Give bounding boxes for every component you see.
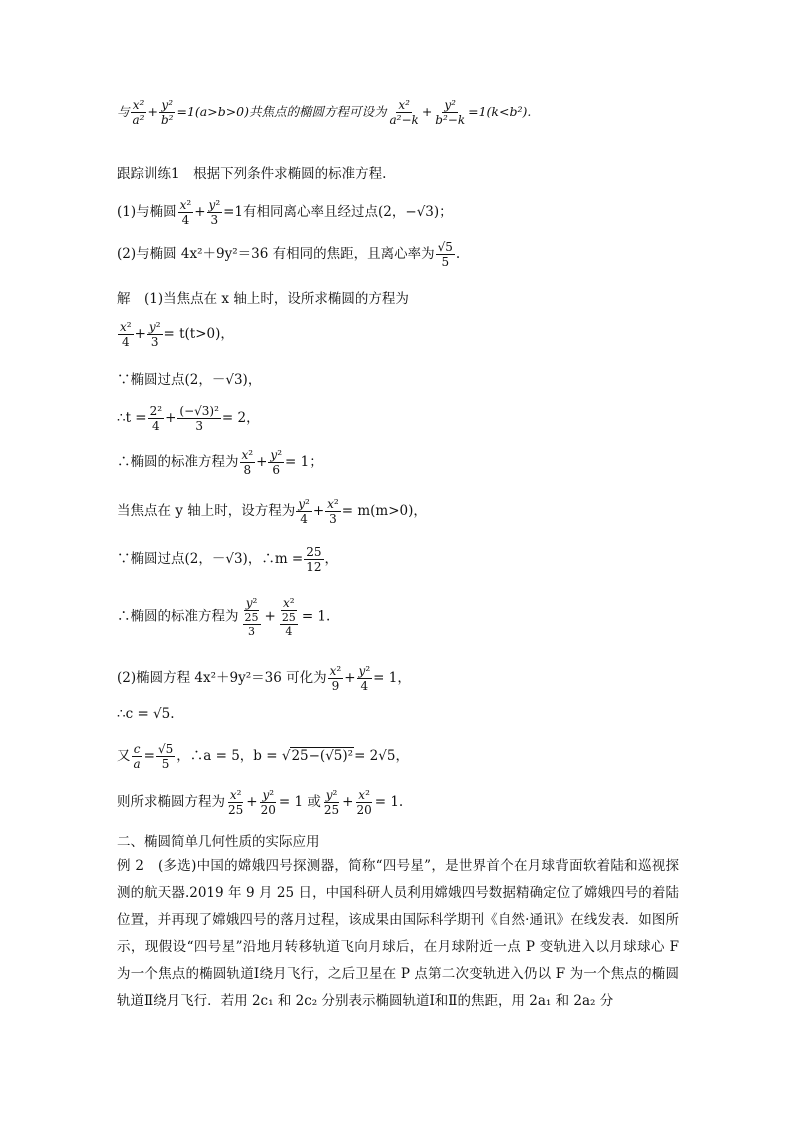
q2-sol-pre: (2)椭圆方程 4x²＋9y²＝36 可化为 [117,670,327,686]
result-line: 则所求椭圆方程为 $\frac{\text{x²}}{25}$ + $\frac{\text{y²}}{20}$ = 1 或 $\frac{\text{y²}}{25}$ + $\frac{\text{x²}}{20}$ = 1. [117,788,404,817]
fraction: $\frac{\text{x²}}{9}$ [329,664,342,693]
fraction: $\frac{\text{y²}}{3}$ [208,198,221,227]
fraction: $\frac{\text{2²}}{4}$ [149,404,163,433]
question-2 [117,240,460,269]
c-value: ∴c = √5. [117,706,175,722]
again-post: = 2√5， [354,748,409,764]
fraction: $\frac{√5}{5}$ [157,742,174,771]
m-calc-pre: ∵椭圆过点(2，－√3)，∴m = [117,551,304,567]
fraction: $\frac{\text{x²}}{\text{a²}}$ [132,98,145,127]
fraction: $\frac{\text{(−√3)²}}{3}$ [179,404,219,433]
fraction: $\frac{\text{x²}}{\text{a²−k}}$ [389,98,419,127]
sqrt-radicand: 25−(√5)² [291,748,354,764]
passes-point: ∵椭圆过点(2，－√3)， [117,372,262,388]
standard-equation-1: ∴椭圆的标准方程为 $\frac{\text{x²}}{8}$ + $\frac{\text{y²}}{6}$ = 1； [117,448,323,477]
fraction: $\frac{\text{y²}}{\frac{25}{3}}$ [244,596,259,638]
example-2-paragraph: 例 2 (多选)中国的嫦娥四号探测器，简称“四号星”，是世界首个在月球背面软着陆和巡视探测的航天器.2019 年 9 月 25 日，中国科研人员利用嫦娥四号数据精确定位了嫦娥四号的着陆位置，并再现了嫦娥四号的落月过程，该成果由国际科学期刊《自然·通讯》在线发表．如图所示，现假设“四号星”沿地月转移轨道飞向月球后，在月球附近一点 P 变轨进入以月球球心 F 为一个焦点的椭圆轨道Ⅰ绕月飞行，之后卫星在 P 点第二次变轨进入仍以 F 为一个焦点的椭圆轨道Ⅱ绕月飞行．若用 2c₁ 和 2c₂ 分别表示椭圆轨道Ⅰ和Ⅱ的焦距，用 2a₁ 和 2a₂ 分 [117,858,679,1009]
y-axis-case: 当焦点在 y 轴上时，设方程为 $\frac{\text{y²}}{4}$ + $\frac{\text{x²}}{3}$ = m(m>0)， [117,497,427,526]
fraction: $\frac{\text{y²}}{\text{b²}}$ [160,98,174,127]
std-eq1-pre: ∴椭圆的标准方程为 [117,454,239,470]
training-heading: 跟踪训练1 根据下列条件求椭圆的标准方程. [117,166,387,182]
fraction: $\frac{\text{x²}}{3}$ [327,497,339,526]
fraction: $\frac{\text{x²}}{20}$ [356,788,372,817]
m-calculation [117,545,338,574]
standard-equation-2: ∴椭圆的标准方程为 $\frac{\text{y²}}{\frac{25}{3}}$ + $\frac{\text{x²}}{\frac{25}{4}}$ = 1. [117,596,331,638]
fraction: $\frac{\text{y²}}{\text{b²−k}}$ [435,98,466,127]
fraction: $\frac{\text{x²}}{\frac{25}{4}}$ [281,596,296,638]
question-2-pre: (2)与椭圆 4x²＋9y²＝36 有相同的焦距，且离心率为 [117,246,435,262]
std-eq2-post: = 1. [301,608,331,625]
y-axis-post: = m(m>0)， [341,503,427,519]
question-2-solution: (2)椭圆方程 4x²＋9y²＝36 可化为 $\frac{\text{x²}}{9}$ + $\frac{\text{y²}}{4}$ = 1， [117,664,411,693]
section-heading: 二、椭圆简单几何性质的实际应用 [117,834,320,850]
solution-intro: 解 (1)当焦点在 x 轴上时，设所求椭圆的方程为 [117,291,409,307]
equation-t-rhs: = t(t>0)， [163,326,234,342]
question-1-pre: (1)与椭圆 [117,204,177,220]
fraction: $\frac{\text{y²}}{25}$ [323,788,340,817]
intro-line: 与 $\frac{\text{x²}}{\text{a²}}$ + $\frac{\text{y²}}{\text{b²}}$ =1(a>b>0)共焦点的椭圆方程可设为 $\frac{\text{x²}}{\text{a²−k}}$ + $\frac{\text{y²}}{\text{b²−k}}$ =1(k<b²). [117,98,532,127]
intro-pre: 与 [117,104,130,119]
again-mid: ，∴a = 5，b = [176,748,278,764]
fraction: $\frac{\text{y²}}{4}$ [298,497,310,526]
intro-eq1-rhs: =1(a>b>0)共焦点的椭圆方程可设为 [176,104,387,119]
again-pre: 又 [117,748,131,764]
fraction: $\frac{\text{x²}}{25}$ [228,788,244,817]
fraction: $\frac{\text{x²}}{4}$ [179,198,192,227]
std-eq2-pre: ∴椭圆的标准方程为 [117,608,239,625]
question-1-post: =1有相同离心率且经过点(2，−√3)； [223,204,453,220]
t-calculation: ∴t = $\frac{\text{2²}}{4}$ + $\frac{\text{(−√3)²}}{3}$ = 2， [117,404,260,433]
q2-sol-post: = 1， [373,670,411,686]
fraction: $\frac{\text{y²}}{6}$ [270,448,282,477]
intro-eq2-rhs: =1(k<b²). [468,104,532,119]
t-calc-pre: ∴t = [117,410,147,426]
fraction: $\frac{c}{a}$ [133,742,141,771]
result-mid: = 1 或 [278,794,321,810]
a-b-values: 又 $\frac{c}{a}$ = $\frac{√5}{5}$ ，∴a = 5，b = √25−(√5)²= 2√5， [117,742,409,771]
question-1: (1)与椭圆 $\frac{\text{x²}}{4}$ + $\frac{\text{y²}}{3}$ =1有相同离心率且经过点(2，−√3)； [117,198,453,227]
fraction: $\frac{\text{x²}}{4}$ [120,320,132,349]
fraction: $\frac{\text{y²}}{3}$ [148,320,161,349]
fraction: $\frac{\text{y²}}{4}$ [358,664,371,693]
equation-t: $\frac{\text{x²}}{4}$ + $\frac{\text{y²}}{3}$ = t(t>0)， [120,320,234,349]
m-calc-post: ， [324,551,338,567]
result-pre: 则所求椭圆方程为 [117,794,225,810]
fraction: $\frac{25}{12}$ [306,545,322,574]
fraction: $\frac{\text{y²}}{20}$ [260,788,276,817]
t-calc-post: = 2， [221,410,260,426]
result-post: = 1. [374,794,404,810]
fraction: $\frac{\text{x²}}{8}$ [241,448,254,477]
std-eq1-post: = 1； [285,454,323,470]
y-axis-pre: 当焦点在 y 轴上时，设方程为 [117,503,296,519]
fraction: $\frac{√5}{5}$ [437,240,453,269]
question-2-post: . [455,246,461,262]
